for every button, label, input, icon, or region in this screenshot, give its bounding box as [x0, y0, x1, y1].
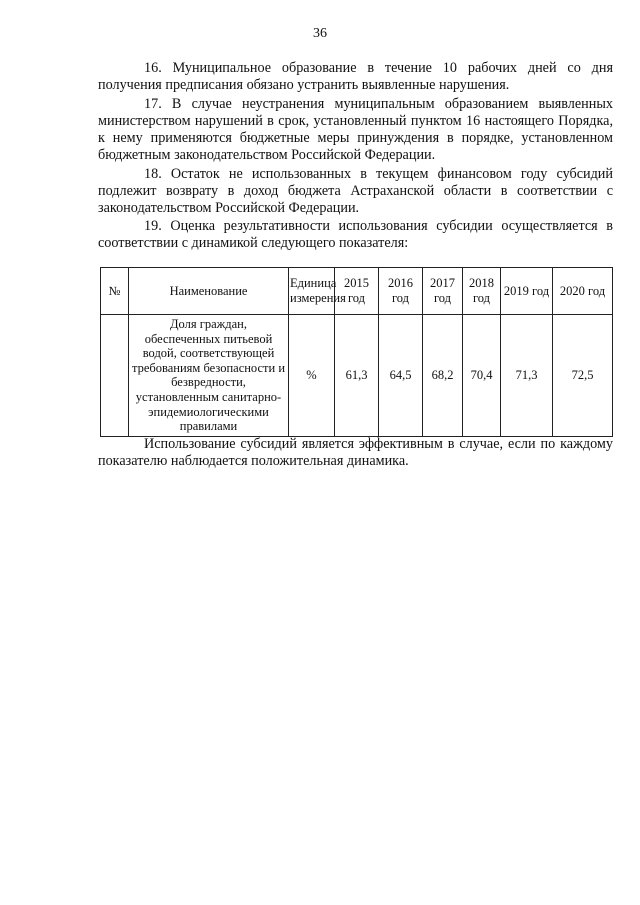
table-header-row	[101, 268, 613, 315]
paragraph-17-text: 17. В случае неустранения муниципальным образованием выявленных министерством нарушений в срок, установленный пунктом 16 настоящего Порядка, к нему применяются бюджетные меры принуждения в порядке, установленном бюджетным законодательством Российской Федерации.	[98, 96, 613, 163]
paragraph-final	[98, 436, 613, 470]
cell-number	[101, 315, 129, 437]
cell-name: Доля граждан, обеспеченных питьевой водой, соответствующей требованиям безопасности и безвредности, установленным санитарно-эпидемиологическими правилами	[129, 315, 289, 437]
cell-2017: 68,2	[423, 315, 463, 437]
paragraph-16-text: 16. Муниципальное образование в течение 10 рабочих дней со дня получения предписания обязано устранить выявленные нарушения.	[98, 60, 613, 93]
cell-2019: 71,3	[501, 315, 553, 437]
paragraph-19-text: 19. Оценка результативности использования субсидии осуществляется в соответствии с динамикой следующего показателя:	[98, 218, 613, 251]
header-name: Наименование	[129, 268, 289, 315]
header-2019: 2019 год	[501, 268, 553, 315]
header-2017: 2017 год	[423, 268, 463, 315]
header-2018: 2018 год	[463, 268, 501, 315]
paragraph-18	[98, 166, 613, 217]
cell-unit: %	[289, 315, 335, 437]
header-2016: 2016 год	[379, 268, 423, 315]
cell-2015: 61,3	[335, 315, 379, 437]
paragraph-final-text: Использование субсидий является эффективным в случае, если по каждому показателю наблюдается положительная динамика.	[98, 436, 613, 469]
indicator-table	[100, 267, 613, 437]
table-row	[101, 315, 613, 437]
header-2015: 2015 год	[335, 268, 379, 315]
cell-2020: 72,5	[553, 315, 613, 437]
header-number: №	[101, 268, 129, 315]
paragraph-19	[98, 218, 613, 252]
paragraph-16	[98, 60, 613, 94]
cell-2016: 64,5	[379, 315, 423, 437]
header-2020: 2020 год	[553, 268, 613, 315]
paragraph-18-text: 18. Остаток не использованных в текущем финансовом году субсидий подлежит возврату в доход бюджета Астраханской области в соответствии с законодательством Российской Федерации.	[98, 166, 613, 216]
page-number: 36	[313, 26, 327, 41]
cell-2018: 70,4	[463, 315, 501, 437]
paragraph-17	[98, 96, 613, 164]
header-unit: Единица измерения	[289, 268, 335, 315]
